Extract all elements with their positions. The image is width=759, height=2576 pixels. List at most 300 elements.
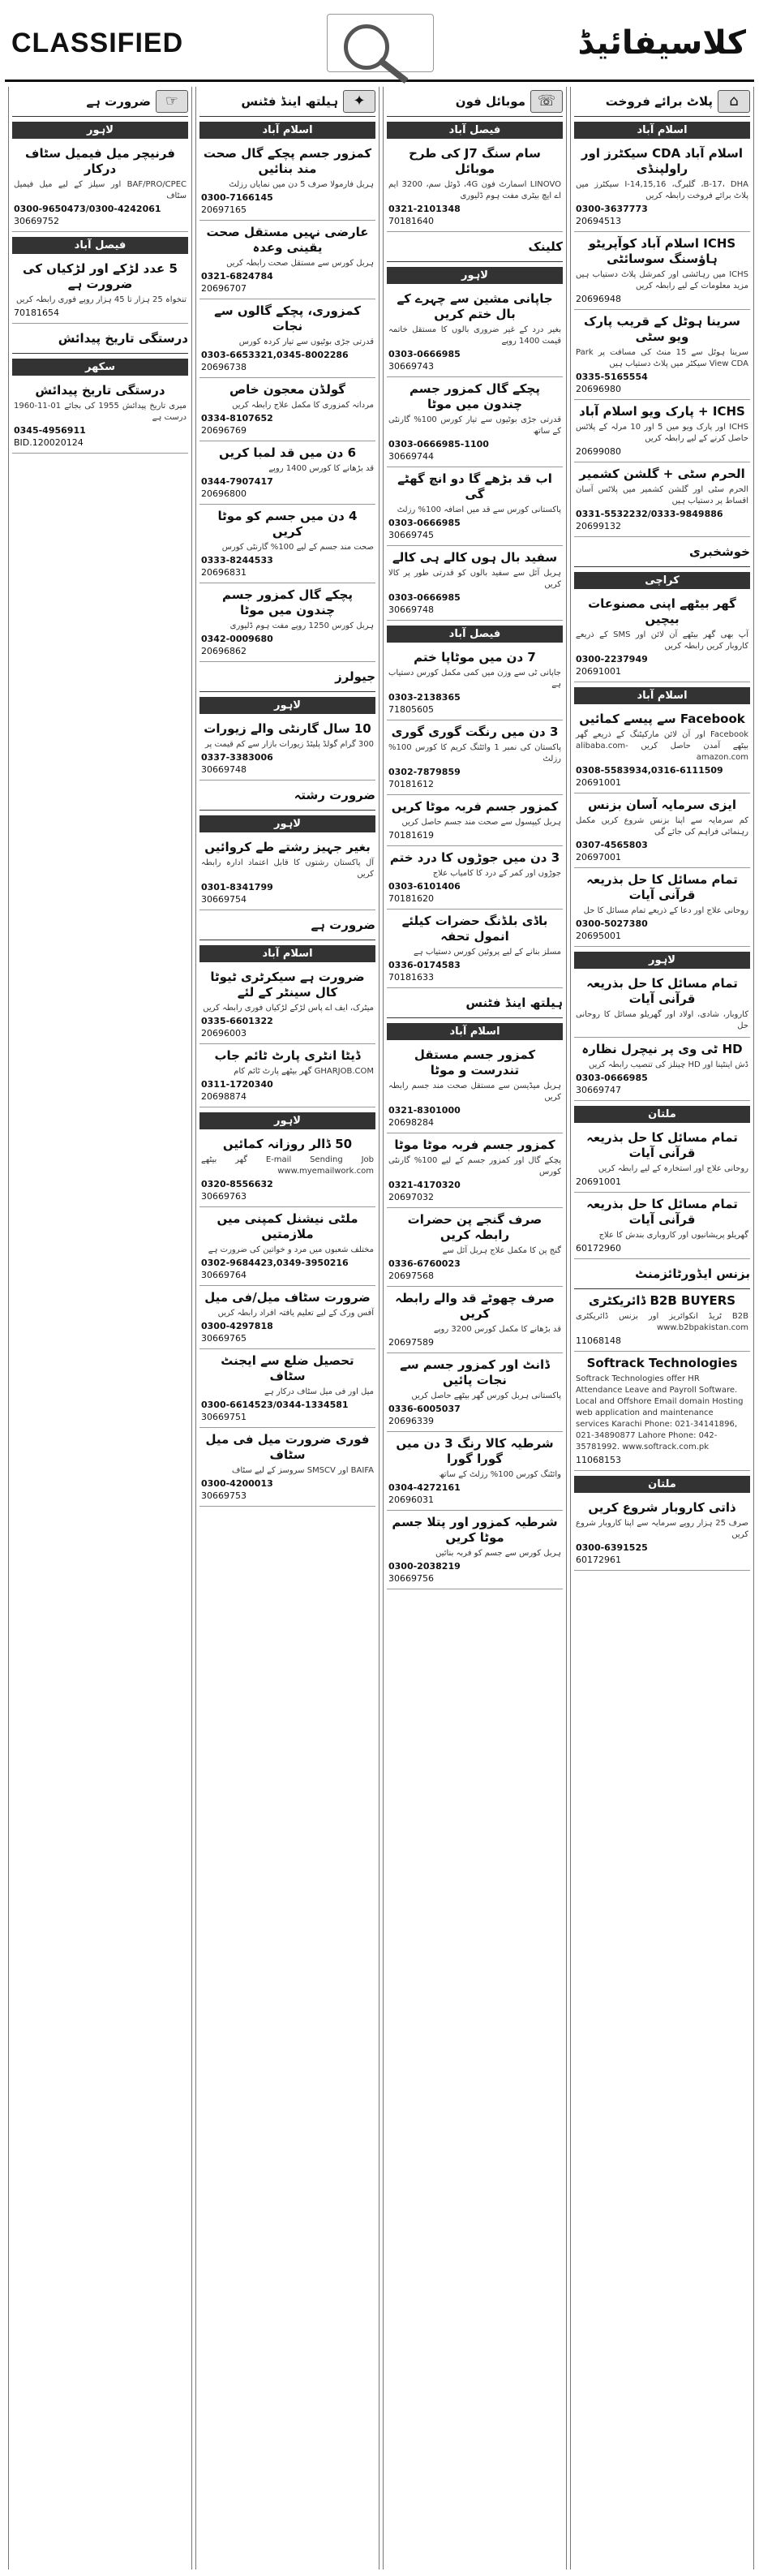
classified-ad: [574, 462, 750, 537]
classified-ad: [199, 441, 375, 505]
ad-code: 20697589: [388, 1337, 434, 1348]
ad-body: پاکستانی ہربل کورس گھر بیٹھے حاصل کریں: [411, 1391, 561, 1400]
ad-code: 20697165: [201, 204, 247, 215]
ad-phone: 0300-2038219: [388, 1561, 461, 1572]
ad-phone: 0300-2237949: [576, 654, 648, 664]
ad-phone: 0303-0666985: [388, 518, 461, 528]
ad-body: میل اور فی میل سٹاف درکار ہے: [264, 1387, 374, 1396]
ad-title: باڈی بلڈنگ حضرات کیلئے انمول تحفہ: [401, 914, 548, 944]
ad-body: کاروبار، شادی، اولاد اور گھریلو مسائل کا روحانی حل: [576, 1010, 748, 1030]
ad-title: عارضی نہیں مستقل صحت یقینی وعدہ: [206, 225, 369, 255]
city-banner: لاہور: [199, 815, 375, 832]
city-banner: ملتان: [574, 1476, 750, 1493]
ad-body: آل پاکستان رشتوں کا قابل اعتماد ادارہ رابطہ کریں: [201, 858, 374, 879]
classified-ad: [199, 836, 375, 910]
classified-ad: [387, 142, 563, 232]
ad-title: 3 دن میں رنگت گوری گوری: [391, 725, 559, 739]
ad-body: کم سرمایہ سے اپنا بزنس شروع کریں مکمل رہنمائی فراہم کی جائے گی: [576, 816, 748, 836]
ad-body: مختلف شعبوں میں مرد و خواتین کی ضرورت ہے: [208, 1245, 374, 1254]
ad-title: شرطیہ کالا رنگ 3 دن میں گورا گورا: [396, 1436, 554, 1466]
ad-title: HD ٹی وی پر نیچرل نظارہ: [581, 1042, 743, 1056]
classified-ad: [387, 795, 563, 846]
ad-phone: 0342-0009680: [201, 634, 273, 644]
classified-ad: [574, 707, 750, 793]
ad-title: ڈانٹ اور کمزور جسم سے نجات پائیں: [400, 1357, 550, 1387]
classified-ad: [387, 1287, 563, 1353]
city-banner: اسلام آباد: [387, 1023, 563, 1040]
classified-ad: [387, 846, 563, 910]
ad-body: مسلز بنانے کے لیے پروٹین کورس دستیاب ہے: [414, 948, 561, 957]
ad-code: 30669745: [388, 530, 434, 540]
ad-phone: 0300-4297818: [201, 1321, 273, 1331]
ad-phone: 0300-7166145: [201, 192, 273, 203]
title-urdu: کلاسیفائیڈ: [577, 24, 746, 62]
classified-ad: [574, 310, 750, 400]
classified-ad: [387, 546, 563, 621]
ad-code: 20696707: [201, 283, 247, 294]
ad-body: ہربل فارمولا صرف 5 دن میں نمایاں رزلٹ: [229, 180, 374, 189]
ad-code: 20691001: [576, 777, 621, 788]
ad-title: تمام مسائل کا حل بذریعہ قرآنی آیات: [586, 1130, 738, 1160]
classified-ad: [199, 1349, 375, 1428]
city-banner: کراچی: [574, 572, 750, 589]
ad-code: 20696031: [388, 1494, 434, 1505]
ad-body: گنج پن کا مکمل علاج ہربل آئل سے: [442, 1246, 561, 1255]
ad-body: ہربل کیپسول سے صحت مند جسم حاصل کریں: [401, 818, 561, 827]
ad-title: جاپانی مشین سے چہرے کے بال ختم کریں: [397, 291, 553, 321]
ad-title: 3 دن میں جوڑوں کا درد ختم: [389, 850, 560, 865]
ad-body: ICHS اور پارک ویو میں 5 اور 10 مرلہ کے پلاٹس حاصل کرنے کے لیے رابطہ کریں: [576, 423, 749, 443]
city-banner: اسلام آباد: [199, 945, 375, 962]
ad-title: فرنیچر میل فیمیل سٹاف درکار: [25, 146, 175, 176]
ad-phone: 0300-3637773: [576, 204, 648, 214]
ad-code: 70181620: [388, 893, 434, 904]
ad-code: 30669753: [201, 1490, 247, 1501]
ad-code: 30669754: [201, 894, 247, 905]
ad-code: BID.120020124: [14, 437, 84, 448]
ad-phone: 0336-0174583: [388, 960, 461, 970]
ad-body: GHARJOB.COM گھر بیٹھے پارٹ ٹائم کام: [234, 1067, 374, 1076]
ad-title: فوری ضرورت میل فی میل سٹاف: [205, 1432, 370, 1462]
section-heading: [199, 781, 375, 811]
ad-code: 71805605: [388, 704, 434, 715]
for-sale-sign-icon: ⌂: [718, 90, 750, 113]
ad-phone: 0333-8244533: [201, 555, 273, 566]
ad-phone: 0303-2138365: [388, 692, 461, 703]
ad-body: صرف 25 ہزار روپے سرمایہ سے اپنا کاروبار شروع کریں: [576, 1519, 748, 1539]
ad-phone: 0300-6391525: [576, 1542, 648, 1553]
ad-title: سام سنگ J7 کی طرح موبائل: [409, 146, 541, 176]
ad-title: الحرم سٹی + گلشن کشمیر: [579, 467, 745, 481]
ad-title: سرینا ہوٹل کے قریب پارک ویو سٹی: [583, 314, 740, 344]
ad-body: BAF/PRO/CPEC اور سیلز کے لیے میل فیمیل سٹاف: [14, 180, 187, 200]
ad-phone: 0300-9650473/0300-4242061: [14, 204, 161, 214]
ad-phone: 0300-6614523/0344-1334581: [201, 1400, 349, 1410]
ad-title: 4 دن میں جسم کو موٹا کریں: [217, 509, 358, 539]
ad-phone: 0321-6824784: [201, 271, 273, 282]
column-2: [195, 87, 380, 2570]
city-banner: لاہور: [199, 1112, 375, 1129]
classified-ad: [199, 378, 375, 441]
classified-ad: [387, 1511, 563, 1589]
ad-code: 20697568: [388, 1271, 434, 1281]
ad-title: کمزور جسم پچکے گال صحت مند بنائیں: [203, 146, 372, 176]
mobile-phone-icon: ☏: [530, 90, 563, 113]
classified-ad: [387, 287, 563, 377]
ad-code: 20696738: [201, 362, 247, 372]
ad-title: ICHS اسلام آباد کوآپریٹو ہاؤسنگ سوسائٹی: [588, 236, 736, 266]
classified-ad: [199, 1044, 375, 1107]
ad-phone: 0303-0666985: [576, 1073, 648, 1083]
ad-code: 30669763: [201, 1191, 247, 1202]
city-banner: اسلام آباد: [574, 687, 750, 704]
ad-phone: 0336-6005037: [388, 1404, 461, 1414]
classified-ad: [574, 232, 750, 310]
ad-title: بغیر جہیز رشتے طے کروائیں: [204, 840, 371, 854]
ad-code: 20696831: [201, 567, 247, 578]
ad-phone: 0334-8107652: [201, 413, 273, 424]
ad-title: Facebook سے پیسے کمائیں: [579, 712, 745, 726]
ad-phone: 0300-4200013: [201, 1478, 273, 1489]
ad-title: ضرورت ہے سیکرٹری ٹیوٹا کال سینٹر کے لئے: [210, 970, 365, 1000]
title-english: CLASSIFIED: [11, 27, 184, 58]
ad-body: روحانی علاج اور استخارہ کے لیے رابطہ کریں: [598, 1164, 748, 1173]
section-heading-text: جیولرز: [335, 669, 375, 684]
ad-body: آفس ورک کے لیے تعلیم یافتہ افراد رابطہ کریں: [217, 1309, 374, 1318]
ad-body: جوڑوں اور کمر کے درد کا کامیاب علاج: [432, 869, 561, 878]
city-banner: لاہور: [12, 122, 188, 139]
section-heading-text: خوشخبری: [689, 544, 750, 559]
classified-ad: [199, 1428, 375, 1507]
ad-body: قدرتی جڑی بوٹیوں سے تیار کردہ کورس: [238, 338, 374, 346]
ad-title: اب قد بڑھے گا دو انچ گھٹے گی: [397, 471, 552, 501]
ad-code: 11068148: [576, 1335, 621, 1346]
ad-code: 20691001: [576, 666, 621, 677]
ad-code: 20694513: [576, 216, 621, 226]
column-heading: [387, 87, 563, 117]
ad-phone: 0321-8301000: [388, 1105, 461, 1116]
ad-body: مردانہ کمزوری کا مکمل علاج رابطہ کریں: [232, 401, 374, 410]
ad-code: 20699132: [576, 521, 621, 531]
classified-ad: [199, 583, 375, 662]
ad-phone: 0301-8341799: [201, 882, 273, 892]
ad-body: الحرم سٹی اور گلشن کشمیر میں پلاٹس آسان اقساط پر دستیاب ہیں: [576, 485, 748, 505]
ad-code: 20698284: [388, 1117, 434, 1128]
magnifier-newspaper-icon: [327, 14, 434, 72]
ad-code: 30669744: [388, 451, 434, 462]
ad-code: 60172960: [576, 1243, 621, 1254]
city-banner: ملتان: [574, 1106, 750, 1123]
ad-body: E-mail Sending Job گھر بیٹھے www.myemailwork.com: [201, 1155, 374, 1176]
classified-ad: [199, 965, 375, 1044]
ad-phone: 0303-0666985: [388, 349, 461, 359]
ad-phone: 0331-5532232/0333-9849886: [576, 509, 723, 519]
classified-ad: [574, 793, 750, 868]
ad-phone: 0345-4956911: [14, 425, 86, 436]
ad-code: 20696948: [576, 294, 621, 304]
classified-ad: [199, 717, 375, 781]
ad-body: B2B ٹریڈ انکوائریز اور بزنس ڈائریکٹری www.b2bpakistan.com: [576, 1312, 748, 1332]
ad-title: شرطیہ کمزور اور پتلا جسم موٹا کریں: [392, 1515, 558, 1545]
ad-body: بغیر درد کے غیر ضروری بالوں کا مستقل خاتمہ قیمت 1400 روپے: [388, 325, 561, 346]
ad-body: پچکے گال اور کمزور جسم کے لیے 100% گارنٹی کورس: [388, 1156, 562, 1176]
city-banner: سکھر: [12, 359, 188, 376]
ad-code: 20697001: [576, 852, 621, 862]
classified-ad: [199, 1133, 375, 1207]
ad-title: تحصیل ضلع سے ایجنٹ سٹاف: [221, 1353, 354, 1383]
ad-body: ICHS میں رہائشی اور کمرشل پلاٹ دستیاب ہیں مزید معلومات کے لیے رابطہ کریں: [576, 270, 748, 290]
ad-phone: 0302-7879859: [388, 767, 461, 777]
ad-code: 20698874: [201, 1091, 247, 1102]
ad-title: Softrack Technologies: [586, 1356, 738, 1370]
ad-body: وائٹنگ کورس 100% رزلٹ کے ساتھ: [439, 1470, 561, 1479]
ad-body: تنخواہ 25 ہزار تا 45 ہزار روپے فوری رابطہ کریں: [16, 295, 187, 304]
ad-body: قد بڑھانے کا کورس 1400 روپے: [268, 464, 374, 473]
city-banner: لاہور: [387, 267, 563, 284]
ad-code: 20696800: [201, 488, 247, 499]
ad-title: صرف چھوٹے قد والے رابطہ کریں: [395, 1291, 555, 1321]
ad-phone: 0303-6101406: [388, 881, 461, 892]
ad-code: 30669743: [388, 361, 434, 372]
classified-ad: [387, 910, 563, 988]
ad-code: 20696339: [388, 1416, 434, 1426]
ad-title: پچکے گال کمزور جسم چندون میں موٹا: [222, 587, 353, 617]
ad-phone: 0336-6760023: [388, 1258, 461, 1269]
ad-code: 20699080: [576, 446, 621, 457]
column-heading: [12, 87, 188, 117]
ad-phone: 0304-4272161: [388, 1482, 461, 1493]
section-heading-text: ضرورت ہے: [311, 918, 375, 932]
city-banner: اسلام آباد: [574, 122, 750, 139]
ad-body: Facebook اور آن لائن مارکیٹنگ کے ذریعے گھر بیٹھے آمدن حاصل کریں alibaba.com-amazon.com: [576, 730, 748, 762]
ad-body: صحت مند جسم کے لیے 100% گارنٹی کورس: [221, 543, 374, 552]
ad-code: 20696862: [201, 646, 247, 656]
classified-ad: [574, 1193, 750, 1259]
section-heading-text: ضرورت رشتہ: [294, 788, 375, 802]
ad-code: 30669747: [576, 1085, 621, 1095]
city-banner: فیصل آباد: [12, 237, 188, 254]
columns: [5, 87, 754, 2570]
section-heading: [12, 324, 188, 354]
ad-title: درستگی تاریخ پیدائش: [35, 383, 165, 398]
ad-title: 50 ڈالر روزانہ کمائیں: [222, 1137, 353, 1151]
column-heading: [574, 87, 750, 117]
ad-title: تمام مسائل کا حل بذریعہ قرآنی آیات: [586, 976, 738, 1006]
ad-phone: 0303-6653321,0345-8002286: [201, 350, 349, 360]
column-0: [570, 87, 754, 2570]
ad-code: 70181633: [388, 972, 434, 983]
column-heading-text: پلاٹ برائے فروخت: [605, 94, 713, 109]
city-banner: لاہور: [199, 697, 375, 714]
classified-ad: [574, 1038, 750, 1101]
classified-ad: [387, 377, 563, 467]
ad-body: پاکستانی کورس سے قد میں اضافہ 100% رزلٹ: [397, 505, 561, 514]
city-banner: فیصل آباد: [387, 626, 563, 643]
masthead: [5, 6, 754, 82]
ad-code: 60172961: [576, 1555, 621, 1565]
ad-code: 70181619: [388, 830, 434, 841]
column-heading-text: موبائل فون: [455, 94, 525, 109]
classified-ad: [574, 1352, 750, 1471]
ad-body: سرینا ہوٹل سے 15 منٹ کی مسافت پر Park View CDA سیکٹر میں پلاٹ دستیاب ہیں: [576, 348, 748, 368]
column-heading-text: ہیلتھ اینڈ فٹنس: [241, 94, 338, 109]
classified-ad: [387, 646, 563, 720]
ad-code: 20691001: [576, 1176, 621, 1187]
ad-phone: 0303-0666985-1100: [388, 439, 489, 449]
ad-title: ایزی سرمایہ آسان بزنس: [587, 798, 737, 812]
ad-body: گھریلو پریشانیوں اور کاروباری بندش کا علاج: [598, 1231, 748, 1240]
ad-phone: 0337-3383006: [201, 752, 273, 763]
ad-title: سفید بال ہوں کالے ہی کالے: [392, 550, 558, 565]
ad-code: 20695001: [576, 931, 621, 941]
ad-code: 30669748: [201, 764, 247, 775]
ad-code: 11068153: [576, 1455, 621, 1465]
section-heading-text: ہیلتھ اینڈ فٹنس: [465, 996, 563, 1010]
ad-phone: 0303-0666985: [388, 592, 461, 603]
ad-code: 30669752: [14, 216, 59, 226]
ad-title: کمزور جسم فربہ موٹا موٹا: [394, 1137, 555, 1152]
classified-ad: [199, 299, 375, 378]
ad-body: آپ بھی گھر بیٹھے آن لائن اور SMS کے ذریعے کاروبار کریں رابطہ کریں: [576, 630, 748, 651]
city-banner: فیصل آباد: [387, 122, 563, 139]
section-heading-text: درستگی تاریخ پیدائش: [58, 331, 188, 346]
ad-body: ہربل کورس 1250 روپے مفت ہوم ڈلیوری: [229, 621, 374, 630]
ad-title: 7 دن میں موٹاپا ختم: [414, 650, 536, 664]
ad-body: ہربل میڈیسن سے مستقل صحت مند جسم رابطہ کریں: [388, 1082, 561, 1102]
ad-body: ہربل کورس سے مستقل صحت رابطہ کریں: [226, 259, 374, 268]
classified-ad: [199, 221, 375, 299]
classified-ad: [199, 505, 375, 583]
ad-title: ملٹی نیشنل کمپنی میں ملازمتیں: [217, 1211, 358, 1241]
section-heading-text: بزنس ایڈورٹائزمنٹ: [635, 1266, 750, 1281]
classified-ad: [12, 142, 188, 232]
ad-code: 70181654: [14, 307, 59, 318]
ad-phone: 0300-5027380: [576, 918, 648, 929]
ad-phone: 0308-5583934,0316-6111509: [576, 765, 723, 776]
classified-ad: [574, 142, 750, 232]
ad-title: گھر بیٹھے اپنی مصنوعات بیچیں: [588, 596, 736, 626]
ad-title: کمزور جسم مستقل تندرست و موٹا: [414, 1047, 536, 1077]
ad-code: 30669748: [388, 604, 434, 615]
ad-body: ہربل آئل سے سفید بالوں کو قدرتی طور پر کالا کریں: [388, 569, 561, 589]
classified-ad: [199, 142, 375, 221]
help-wanted-icon: ☞: [156, 90, 188, 113]
classified-ad: [574, 972, 750, 1038]
section-heading: [387, 232, 563, 262]
ad-phone: 0320-8556632: [201, 1179, 273, 1189]
classified-ad: [387, 1133, 563, 1208]
ad-title: ICHS + پارک ویو اسلام آباد: [579, 404, 745, 419]
classified-ad: [387, 1432, 563, 1511]
ad-body: پاکستان کی نمبر 1 وائٹنگ کریم کا کورس 100% رزلٹ: [388, 743, 561, 763]
ad-title: ڈیٹا انٹری پارٹ ٹائم جاب: [214, 1048, 361, 1063]
column-3: [8, 87, 192, 2570]
ad-code: 70181612: [388, 779, 434, 789]
ad-code: 30669765: [201, 1333, 247, 1344]
ad-code: 20696769: [201, 425, 247, 436]
classified-ad: [387, 1043, 563, 1133]
ad-title: تمام مسائل کا حل بذریعہ قرآنی آیات: [586, 872, 738, 902]
ad-body: روحانی علاج اور دعا کے ذریعے تمام مسائل کا حل: [583, 906, 748, 915]
section-heading: [574, 537, 750, 567]
ad-code: 30669764: [201, 1270, 247, 1280]
city-banner: لاہور: [574, 952, 750, 969]
ad-code: 20696003: [201, 1028, 247, 1039]
classified-ad: [574, 1126, 750, 1193]
section-heading: [574, 1259, 750, 1289]
classified-ad: [574, 400, 750, 462]
ad-title: 5 عدد لڑکے اور لڑکیاں کی ضرورت ہے: [23, 261, 178, 291]
ad-title: کمزوری، پچکے گالوں سے نجات: [214, 303, 361, 333]
ad-phone: 0335-5165554: [576, 372, 648, 382]
column-1: [383, 87, 567, 2570]
ad-phone: 0307-4565803: [576, 840, 648, 850]
classified-ad: [387, 720, 563, 795]
ad-phone: 0335-6601322: [201, 1016, 273, 1026]
classified-ad: [12, 257, 188, 324]
classified-ad: [387, 1353, 563, 1432]
ad-body: قدرتی جڑی بوٹیوں سے تیار کورس 100% گارنٹی کے ساتھ: [388, 415, 561, 436]
classified-ad: [574, 1496, 750, 1571]
ad-code: 20696980: [576, 384, 621, 394]
classified-ad: [387, 1208, 563, 1287]
ad-code: 70181640: [388, 216, 434, 226]
ad-title: تمام مسائل کا حل بذریعہ قرآنی آیات: [586, 1197, 738, 1227]
ad-title: اسلام آباد CDA سیکٹرز اور راولپنڈی: [581, 146, 744, 176]
ad-phone: 0302-9684423,0349-3950216: [201, 1258, 349, 1268]
classified-ad: [199, 1207, 375, 1286]
ad-body: Softrack Technologies offer HR Attendance Leave and Payroll Software. Local and Offshore Email domain Hosting web application and maintenance services Karachi Phone: 021-34141896, 021-34890877 Lahore Phone: 042-35781992. www.softrack.com.pk: [576, 1374, 744, 1451]
ad-body: BAIFA اور SMSCV سروسز کے لیے سٹاف: [232, 1466, 374, 1475]
ad-title: ذاتی کاروبار شروع کریں: [588, 1500, 736, 1515]
section-heading: [199, 910, 375, 940]
ad-body: ہربل کورس سے جسم کو فربہ بنائیں: [435, 1549, 561, 1558]
ad-code: 20697032: [388, 1192, 434, 1202]
ad-title: B2B BUYERS ڈائریکٹری: [588, 1293, 736, 1308]
fitness-figures-icon: ✦: [343, 90, 375, 113]
column-heading: [199, 87, 375, 117]
classified-ad: [574, 868, 750, 947]
ad-body: 300 گرام گولڈ پلیٹڈ زیورات بازار سے کم قیمت پر: [205, 740, 374, 749]
ad-title: صرف گنجے پن حضرات رابطہ کریں: [407, 1212, 542, 1242]
ad-body: جاپانی ٹی سے وزن میں کمی مکمل کورس دستیاب ہے: [388, 669, 561, 689]
ad-phone: 0344-7907417: [201, 476, 273, 487]
column-heading-text: ضرورت ہے: [86, 94, 151, 109]
ad-body: قد بڑھانے کا مکمل کورس 3200 روپے: [433, 1325, 561, 1334]
classified-ad: [574, 592, 750, 682]
ad-title: کمزور جسم فربہ موٹا کریں: [391, 799, 559, 814]
ad-body: میٹرک، ایف اے پاس لڑکے لڑکیاں فوری رابطہ کریں: [203, 1004, 374, 1013]
classified-ad: [387, 467, 563, 546]
classified-ad: [574, 1289, 750, 1352]
ad-code: 30669756: [388, 1573, 434, 1584]
city-banner: اسلام آباد: [199, 122, 375, 139]
ad-phone: 0311-1720340: [201, 1079, 273, 1090]
ad-title: پچکے گال کمزور جسم چندون میں موٹا: [410, 381, 540, 411]
ad-title: ضرورت سٹاف میل/فی میل: [204, 1290, 371, 1305]
ad-title: 10 سال گارنٹی والے زیورات: [204, 721, 371, 736]
ad-phone: 0321-4170320: [388, 1180, 461, 1190]
ad-phone: 0321-2101348: [388, 204, 461, 214]
classified-ad: [199, 1286, 375, 1349]
ad-body: B-17، DHA، گلبرگ، 14,15,16-I سیکٹرز میں پلاٹ برائے فروخت رابطہ کریں: [576, 180, 748, 200]
ad-body: میری تاریخ پیدائش 1955 کی بجائے 01-11-1960 درست ہے: [14, 402, 187, 422]
ad-body: ڈش اینٹینا اور HD چینلز کی تنصیب رابطہ کریں: [588, 1060, 748, 1069]
ad-title: 6 دن میں قد لمبا کریں: [218, 445, 357, 460]
classified-ad: [12, 379, 188, 454]
section-heading-text: کلینک: [528, 239, 563, 254]
ad-code: 30669751: [201, 1412, 247, 1422]
